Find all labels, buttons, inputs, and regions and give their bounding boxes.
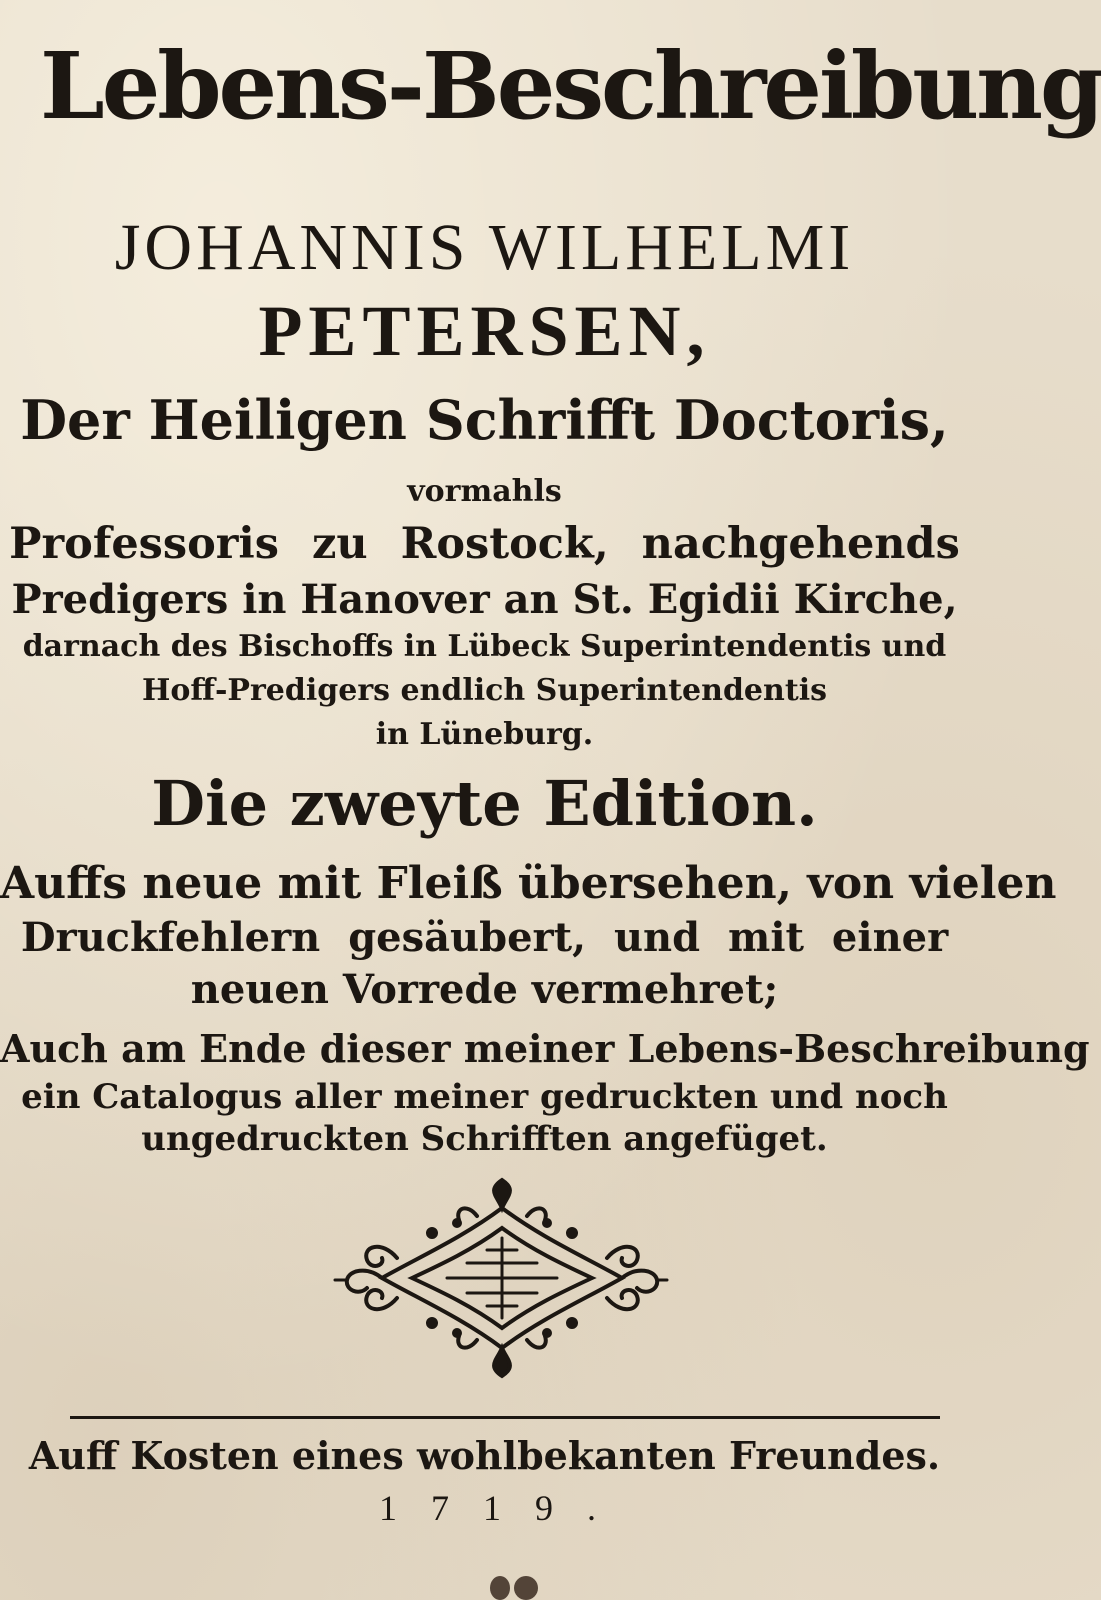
position-line: in Lüneburg.: [375, 717, 594, 752]
position-line: Professoris zu Rostock, nachgehends: [9, 519, 960, 569]
position-line: Hoff-Predigers endlich Superintendentis: [142, 673, 827, 708]
position-line: darnach des Bischoffs in Lübeck Superintendentis und: [22, 629, 947, 664]
imprint: Auff Kosten eines wohlbekanten Freundes.: [28, 1433, 941, 1478]
author-given-names: JOHANNIS WILHELMI: [114, 211, 855, 284]
edition-note-line: neuen Vorrede vermehret;: [190, 966, 779, 1013]
publication-year: 1719.: [379, 1488, 630, 1528]
printers-ornament-icon: [337, 1178, 667, 1378]
edition-note-line: Auffs neue mit Fleiß übersehen, von vielen: [0, 858, 1057, 909]
edition-heading: Die zweyte Edition.: [151, 767, 818, 840]
ink-smudge-icon: [486, 1570, 546, 1600]
appendix-note-line: Auch am Ende dieser meiner Lebens-Beschreibung: [0, 1026, 1090, 1071]
appendix-note-line: ein Catalogus aller meiner gedruckten und noch: [21, 1077, 948, 1117]
appendix-note-line: ungedruckten Schrifften angefüget.: [141, 1119, 828, 1159]
position-line: Predigers in Hanover an St. Egidii Kirche,: [11, 576, 958, 623]
author-surname: PETERSEN,: [258, 291, 711, 371]
edition-note-line: Druckfehlern gesäubert, und mit einer: [20, 914, 949, 961]
author-degree: Der Heiligen Schrifft Doctoris,: [20, 388, 949, 452]
horizontal-rule: [70, 1416, 940, 1419]
formerly-label: vormahls: [407, 474, 562, 509]
book-title: Lebens-Beschreibung: [40, 32, 1101, 140]
